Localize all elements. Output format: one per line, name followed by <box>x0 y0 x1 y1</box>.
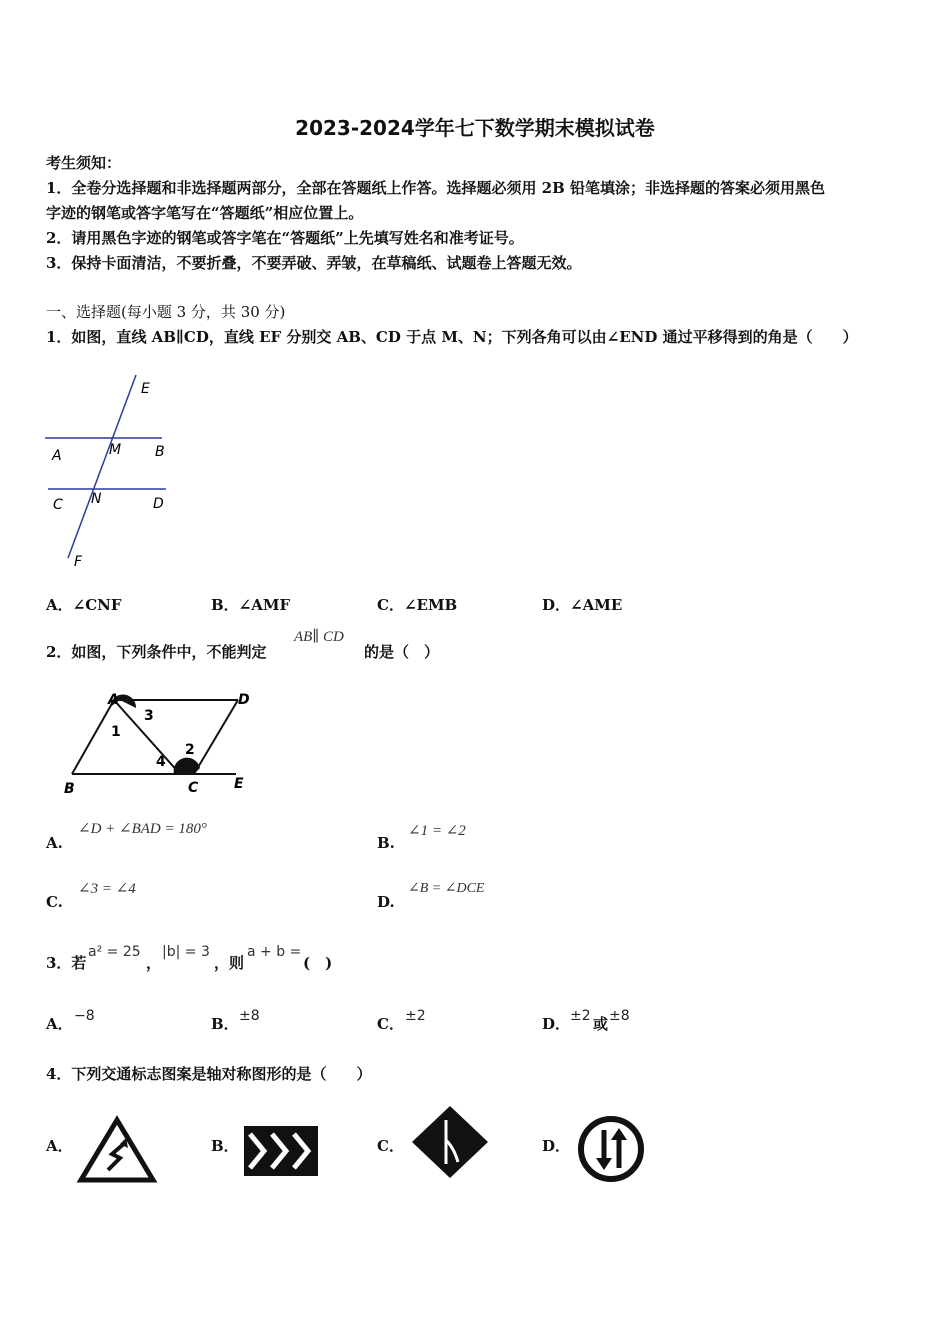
sign-two-way-arrows-icon <box>576 1114 646 1184</box>
angle-arc-c <box>174 758 200 774</box>
notice-line-1b: 字迹的钢笔或答字笔写在“答题纸”相应位置上。 <box>46 204 364 222</box>
q4-option-b-label[interactable]: B． <box>211 1137 239 1155</box>
q3-math-a-squared: a² = 25 <box>88 944 141 960</box>
label-d: D <box>153 496 164 512</box>
label-c: C <box>53 497 63 513</box>
q3-option-d-or: 或 <box>593 1015 609 1033</box>
q3-math-abs-b: |b| = 3 <box>162 944 210 960</box>
q3-option-a-value: −8 <box>74 1008 95 1024</box>
q1-stem: 1．如图，直线 AB∥CD，直线 EF 分别交 AB、CD 于点 M、N；下列各角可以由∠END 通过平移得到的角是（ ） <box>46 328 858 346</box>
notice-line-1a: 1．全卷分选择题和非选择题两部分，全部在答题纸上作答。选择题必须用 2B 铅笔填涂；非选择题的答案必须用黑色 <box>46 179 826 197</box>
q3-option-b-value: ±8 <box>239 1008 260 1024</box>
q3-option-a-label[interactable]: A． <box>46 1015 73 1033</box>
q3-option-c-label[interactable]: C． <box>377 1015 404 1033</box>
q3-post: ( ) <box>303 954 333 972</box>
label-m: M <box>109 442 122 458</box>
q2-option-a-math: ∠D + ∠BAD = 180° <box>78 821 207 837</box>
q2-option-d-math: ∠B = ∠DCE <box>408 881 485 896</box>
q2-stem-post: 的是（ ） <box>364 643 440 661</box>
q3-option-d-value-1: ±2 <box>570 1008 591 1024</box>
q4-option-c-label[interactable]: C． <box>377 1137 404 1155</box>
sign-triangle-zigzag-icon <box>78 1116 156 1184</box>
q3-option-d-value-2: ±8 <box>609 1008 630 1024</box>
q2-option-b-math: ∠1 = ∠2 <box>408 823 466 839</box>
section-heading: 一、选择题(每小题 3 分，共 30 分) <box>46 303 286 321</box>
label-b: B <box>155 444 165 460</box>
angle-1: 1 <box>111 724 121 740</box>
label-d: D <box>238 692 250 708</box>
q3-option-c-value: ±2 <box>405 1008 426 1024</box>
q2-option-c-label[interactable]: C. <box>46 893 63 911</box>
q1-option-a[interactable]: A．∠CNF <box>46 596 122 614</box>
label-e: E <box>234 776 244 792</box>
q4-stem: 4．下列交通标志图案是轴对称图形的是（ ） <box>46 1065 372 1083</box>
line-ef <box>68 375 136 558</box>
notice-line-2: 2．请用黑色字迹的钢笔或答字笔在“答题纸”上先填写姓名和准考证号。 <box>46 229 524 247</box>
q2-stem-math: AB∥ CD <box>294 629 344 645</box>
label-a: A <box>108 692 119 708</box>
q1-option-d[interactable]: D．∠AME <box>542 596 623 614</box>
q2-option-b-label[interactable]: B. <box>377 834 395 852</box>
q2-option-c-math: ∠3 = ∠4 <box>78 881 136 897</box>
label-a: A <box>52 448 62 464</box>
q2-figure <box>60 688 260 798</box>
q3-math-sum: a + b = <box>247 944 302 960</box>
q1-option-b[interactable]: B．∠AMF <box>211 596 291 614</box>
sign-chevrons-icon <box>244 1126 320 1178</box>
q1-figure <box>40 370 180 575</box>
q1-option-c[interactable]: C．∠EMB <box>377 596 458 614</box>
angle-4: 4 <box>156 754 166 770</box>
label-n: N <box>91 491 102 507</box>
q3-option-b-label[interactable]: B． <box>211 1015 239 1033</box>
q3-option-d-label[interactable]: D． <box>542 1015 571 1033</box>
page-title: 2023-2024学年七下数学期末模拟试卷 <box>295 116 655 140</box>
label-c: C <box>188 780 199 796</box>
notice-heading: 考生须知： <box>46 154 122 172</box>
q3-mid: ，则 <box>214 954 245 972</box>
angle-3: 3 <box>144 708 154 724</box>
q2-option-d-label[interactable]: D. <box>377 893 395 911</box>
q2-stem-pre: 2．如图，下列条件中，不能判定 <box>46 643 267 661</box>
notice-line-3: 3．保持卡面清洁，不要折叠，不要弄破、弄皱，在草稿纸、试题卷上答题无效。 <box>46 254 582 272</box>
label-b: B <box>64 781 75 797</box>
label-f: F <box>74 554 83 570</box>
angle-2: 2 <box>185 742 195 758</box>
q4-option-a-label[interactable]: A． <box>46 1137 73 1155</box>
q3-comma: ， <box>146 954 162 972</box>
sign-diamond-merge-icon <box>410 1104 490 1180</box>
label-e: E <box>141 381 150 397</box>
q4-option-d-label[interactable]: D． <box>542 1137 571 1155</box>
q2-option-a-label[interactable]: A. <box>46 834 63 852</box>
q3-pre: 3．若 <box>46 954 87 972</box>
